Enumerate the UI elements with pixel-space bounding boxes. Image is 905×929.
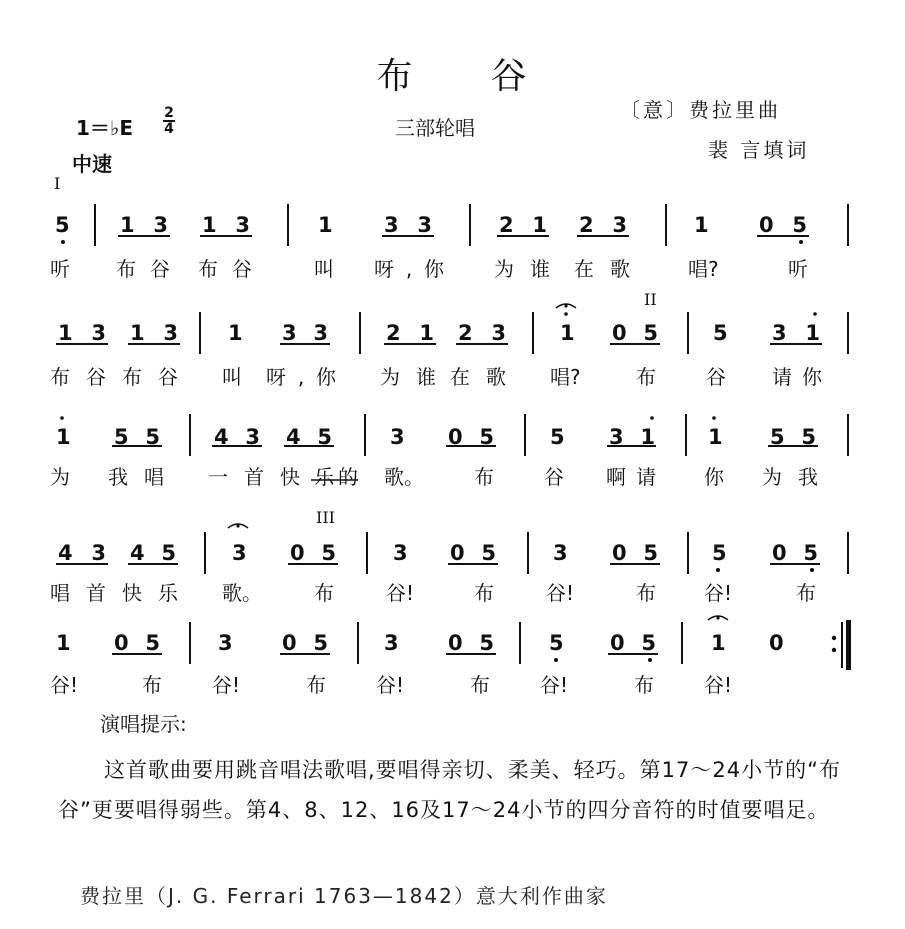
end-barline-thick [846, 620, 851, 670]
lyric: 一 首 [208, 465, 264, 489]
lyric: 唱 首 [50, 581, 106, 605]
note-group: 0 5 [282, 631, 328, 655]
time-signature-bottom: 4 [164, 121, 174, 137]
lyric: 为 谁 [494, 257, 550, 281]
key-signature: 1＝♭E [76, 116, 134, 140]
lyric: 谷! [212, 673, 241, 697]
tempo-marking: 中速 [72, 152, 112, 176]
lyric: 布 [636, 365, 656, 389]
note-group: 0 5 [450, 541, 496, 565]
composer-credit: 〔意〕费拉里曲 [620, 98, 781, 122]
lyric: 请 你 [772, 365, 822, 389]
note-group: 3 1 [772, 321, 820, 345]
lyric: 唱? [688, 257, 719, 281]
lyric: 布 [470, 673, 490, 697]
lyric: 布 [636, 581, 656, 605]
note-group: 4 3 [214, 425, 260, 449]
high-octave-dot [650, 416, 654, 420]
note-group: 2 3 [579, 213, 627, 237]
lyric: 布 [474, 465, 494, 489]
note: 1 [708, 425, 723, 449]
note: 1 [560, 321, 575, 345]
lyric: 布 [142, 673, 162, 697]
note-group: 5 5 [114, 425, 160, 449]
note: 3 [384, 631, 399, 655]
lyric: 歌。 [384, 465, 424, 489]
note-group: 2 1 [386, 321, 434, 345]
lyric: 听 [788, 257, 808, 281]
lyric: 布 谷 [198, 257, 252, 281]
note-group: 0 5 [772, 541, 818, 565]
part-mark-2: II [644, 290, 657, 309]
note-group: 1 3 [58, 321, 106, 345]
score-line-5 [0, 614, 905, 704]
lyric: 快 乐的 [280, 465, 358, 489]
note-group: 2 3 [458, 321, 506, 345]
lyric: 快 乐 [122, 581, 178, 605]
lyric: 在 歌 [574, 257, 630, 281]
note-group: 0 5 [610, 631, 656, 655]
performance-form: 三部轮唱 [395, 116, 475, 140]
note-group: 0 5 [114, 631, 160, 655]
lyric: 布 [634, 673, 654, 697]
note-group: 3 1 [609, 425, 655, 449]
note: 5 [550, 425, 565, 449]
high-octave-dot [712, 416, 716, 420]
time-signature [162, 106, 176, 136]
low-octave-dot [648, 658, 652, 662]
score-line-4 [0, 524, 905, 614]
note: 1 [56, 425, 71, 449]
lyric: 啊 请 [606, 465, 656, 489]
low-octave-dot [810, 568, 814, 572]
tips-body: 这首歌曲要用跳音唱法歌唱,要唱得亲切、柔美、轻巧。第17～24小节的“布谷”更要唱得弱些。第4、8、12、16及17～24小节的四分音符的时值要唱足。 [58, 758, 841, 822]
high-octave-dot [564, 312, 568, 316]
lyric: 我 唱 [108, 465, 164, 489]
part-mark-3: III [316, 508, 335, 527]
note-group: 0 5 [448, 631, 494, 655]
score-line-1 [0, 196, 905, 286]
lyric: 为 谁 [380, 365, 436, 389]
lyric: 谷! [376, 673, 405, 697]
lyric: 谷! [540, 673, 569, 697]
note: 5 [713, 321, 728, 345]
time-signature-top: 2 [164, 105, 174, 121]
lyric: 布 谷 [116, 257, 170, 281]
note: 1 [318, 213, 333, 237]
lyric: 呀,你 [266, 365, 336, 389]
lyric: 叫 [222, 365, 242, 389]
note-group: 4 5 [286, 425, 332, 449]
low-octave-dot [799, 240, 803, 244]
lyric: 为 [50, 465, 70, 489]
score-line-2 [0, 304, 905, 394]
note-group: 0 5 [448, 425, 494, 449]
note: 5 [55, 213, 70, 237]
lyric: 布 [796, 581, 816, 605]
note-group: 3 3 [282, 321, 328, 345]
lyric: 叫 [314, 257, 334, 281]
high-octave-dot [813, 312, 817, 316]
lyric: 歌。 [222, 581, 262, 605]
note-group: 4 3 [58, 541, 106, 565]
low-octave-dot [61, 240, 65, 244]
note-group: 4 5 [130, 541, 176, 565]
part-mark-1: I [54, 174, 61, 193]
high-octave-dot [60, 416, 64, 420]
note: 3 [218, 631, 233, 655]
note-group: 3 3 [384, 213, 432, 237]
note: 3 [390, 425, 405, 449]
lyric: 呀,你 [374, 257, 444, 281]
note-group: 5 5 [770, 425, 816, 449]
note-group: 0 5 [759, 213, 807, 237]
lyric: 谷 [544, 465, 564, 489]
lyric: 谷! [386, 581, 415, 605]
score-line-3 [0, 406, 905, 496]
lyric: 听 [50, 257, 70, 281]
note-group: 0 5 [612, 321, 658, 345]
note: 1 [711, 631, 726, 655]
lyric: 在 歌 [450, 365, 506, 389]
lyric: 谷! [704, 673, 733, 697]
note: 1 [228, 321, 243, 345]
lyric: 为 我 [762, 465, 818, 489]
lyric: 布 谷 [122, 365, 178, 389]
note: 3 [232, 541, 247, 565]
lyric: 你 [704, 465, 724, 489]
tips-heading: 演唱提示: [100, 712, 187, 736]
note: 5 [712, 541, 727, 565]
low-octave-dot [554, 658, 558, 662]
note-group: 2 1 [499, 213, 547, 237]
lyricist-credit: 裴 言填词 [708, 138, 810, 162]
lyric: 谷! [50, 673, 79, 697]
note: 3 [393, 541, 408, 565]
note-group: 1 3 [130, 321, 178, 345]
lyric: 布 谷 [50, 365, 106, 389]
note-group: 1 3 [120, 213, 168, 237]
note: 1 [694, 213, 709, 237]
note-group: 0 5 [612, 541, 658, 565]
note: 1 [56, 631, 71, 655]
note: 0 [769, 631, 784, 655]
note-group: 0 5 [290, 541, 336, 565]
lyric: 谷! [546, 581, 575, 605]
low-octave-dot [716, 568, 720, 572]
repeat-dot [832, 648, 836, 652]
lyric: 谷 [706, 365, 726, 389]
note: 3 [553, 541, 568, 565]
lyric: 布 [474, 581, 494, 605]
song-title: 布 谷 [376, 56, 529, 97]
note-group: 1 3 [202, 213, 250, 237]
lyric: 谷! [704, 581, 733, 605]
composer-note: 费拉里（J. G. Ferrari 1763—1842）意大利作曲家 [80, 884, 608, 908]
lyric: 布 [306, 673, 326, 697]
lyric: 布 [314, 581, 334, 605]
note: 5 [549, 631, 564, 655]
lyric: 唱? [550, 365, 581, 389]
repeat-dot [832, 636, 836, 640]
